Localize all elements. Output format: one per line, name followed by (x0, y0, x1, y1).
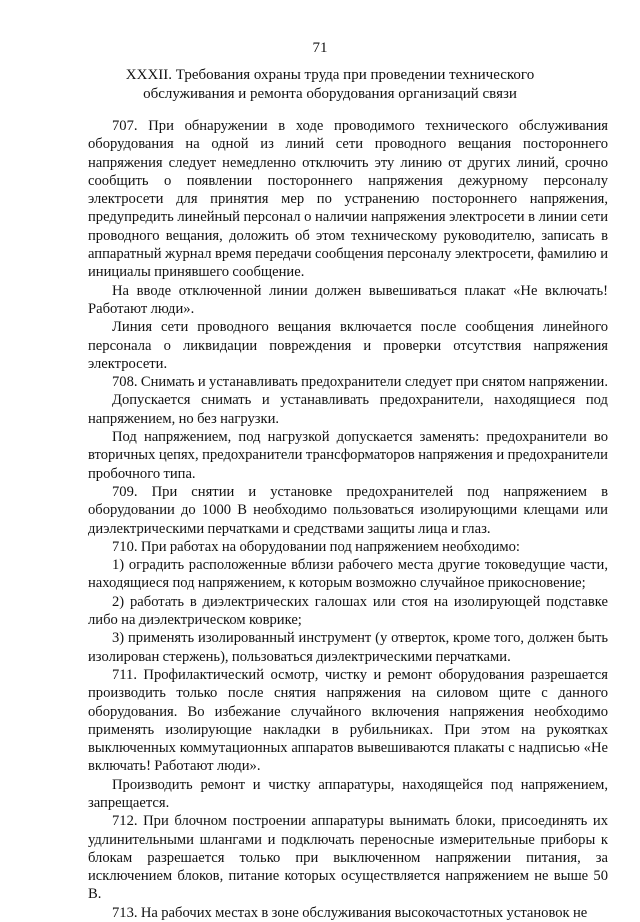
paragraph-710-item-3: 3) применять изолированный инструмент (у отверток, кроме того, должен быть изолирован стержень), пользоваться диэлектрическими перчатками. (88, 630, 608, 665)
paragraph-710-item-2: 2) работать в диэлектрических галошах или стоя на изолирующей подставке либо на диэлектрическом коврике; (88, 593, 608, 629)
paragraph-710-item-1: 1) оградить расположенные вблизи рабочего места другие токоведущие части, находящиеся под напряжением, к которым возможно случайное прикосновение; (88, 557, 608, 592)
section-title: XXXII. Требования охраны труда при проведении технического обслуживания и ремонта оборудования организаций связи (125, 67, 535, 102)
paragraph-708: 708. Снимать и устанавливать предохранители следует при снятом напряжении. (112, 374, 609, 391)
paragraph-709: 709. При снятии и установке предохранителей под напряжением в оборудовании до 1000 В необходимо пользоваться изолирующими клещами или диэлектрическими перчатками и средствами защиты лица и глаз. (88, 483, 608, 537)
paragraph-710: 710. При работах на оборудовании под напряжением необходимо: (112, 538, 520, 555)
paragraph-707: 707. При обнаружении в ходе проводимого технического обслуживания оборудования на одной из линий сети проводного вещания постороннего напряжения следует немедленно отключить эту линию от других линий, срочно сообщить о появлении постороннего напряжения дежурному персоналу электросети для принятия мер по устранению постороннего напряжения, предупредить линейный персонал о наличии напряжения электросети в линии сети проводного вещания, доложить об этом техническому руководителю, записать в аппаратный журнал время передачи сообщения персоналу электросети, фамилию и инициалы принявшего сообщение. (88, 118, 608, 281)
paragraph-707-reconnect: Линия сети проводного вещания включается после сообщения линейного персонала о ликвидации повреждения и проверки отсутствия напряжения электросети. (88, 319, 608, 372)
paragraph-711: 711. Профилактический осмотр, чистку и ремонт оборудования разрешается производить только после снятия напряжения на силовом щите с данного оборудования. Во избежание случайного включения напряжения необходимо применять изолирующие накладки в рубильниках. При этом на рукоятках выключенных коммутационных аппаратов вывешиваются плакаты с надписью «Не включать! Работают люди». (88, 666, 608, 775)
paragraph-712: 712. При блочном построении аппаратуры вынимать блоки, присоединять их удлинительными шлангами и подключать переносные измерительные приборы к блокам разрешается только при выключенном напряжении питания, за исключением блоков, питание которых осуществляется напряжением не выше 50 В. (88, 813, 608, 903)
paragraph-708-replace: Под напряжением, под нагрузкой допускается заменять: предохранители во вторичных цепях, предохранители трансформаторов напряжения и предохранители пробочного типа. (88, 429, 608, 482)
paragraph-708-allowed: Допускается снимать и устанавливать предохранители, находящиеся под напряжением, но без нагрузки. (88, 392, 608, 427)
document-body (88, 117, 608, 922)
paragraph-707-poster: На вводе отключенной линии должен вывешиваться плакат «Не включать! Работают люди». (88, 282, 608, 317)
page-number: 71 (312, 40, 328, 56)
paragraph-713: 713. На рабочих местах в зоне обслуживания высокочастотных установок не (112, 904, 588, 921)
paragraph-711-prohibited: Производить ремонт и чистку аппаратуры, находящейся под напряжением, запрещается. (88, 776, 608, 811)
